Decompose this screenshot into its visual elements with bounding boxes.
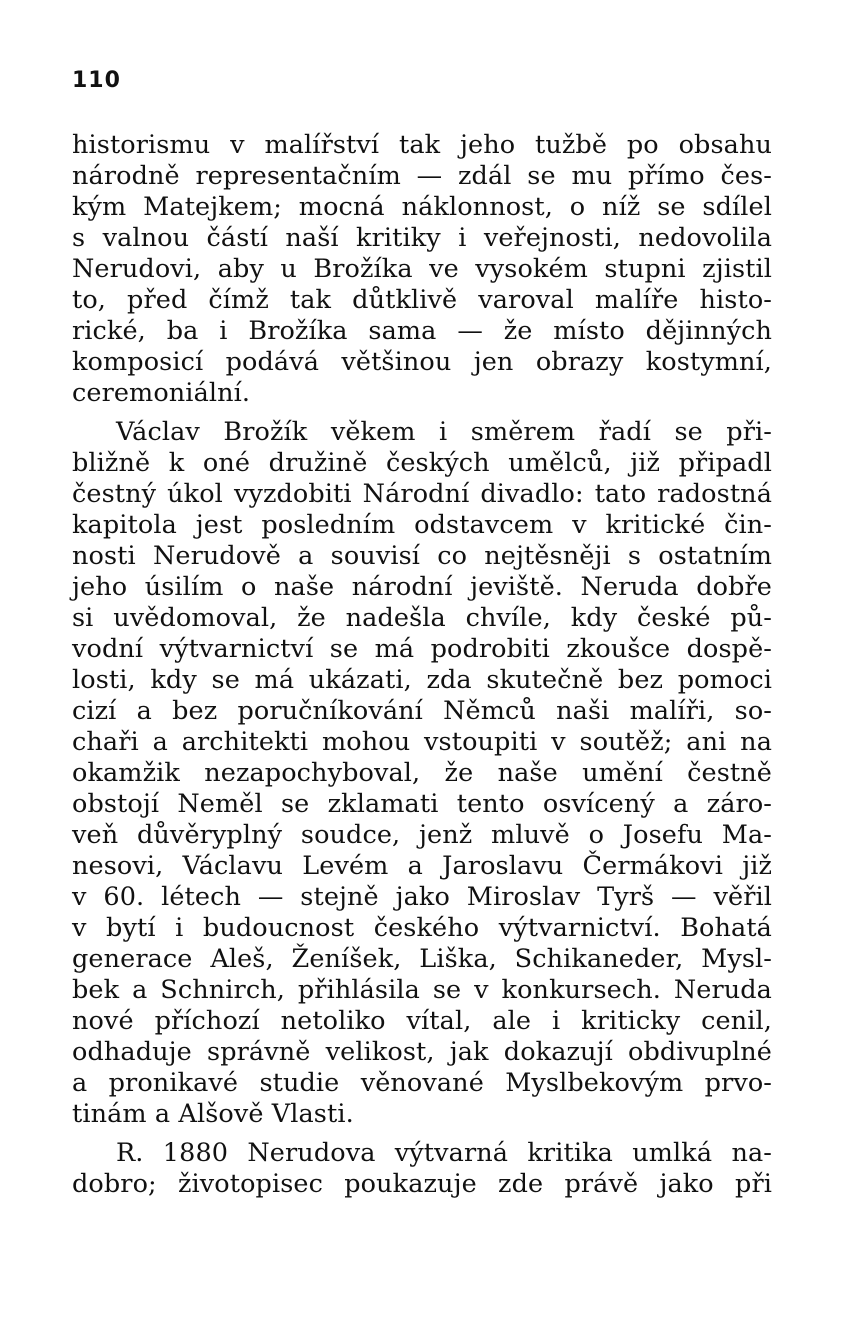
text-line: rické, ba i Brožíka sama — že místo dějinných <box>72 316 772 346</box>
text-line: veň důvěryplný soudce, jenž mluvě o Josefu Ma- <box>72 820 772 850</box>
paragraph-1 <box>72 130 772 409</box>
text-line: odhaduje správně velikost, jak dokazují obdivuplné <box>72 1037 772 1067</box>
text-line: komposicí podává většinou jen obrazy kostymní, <box>72 347 772 377</box>
text-line: generace Aleš, Ženíšek, Liška, Schikaneder, Mysl- <box>72 944 772 974</box>
text-line: historismu v malířství tak jeho tužbě po obsahu <box>72 130 772 160</box>
text-line: národně representačním — zdál se mu přímo čes- <box>72 161 772 191</box>
page-number: 110 <box>72 68 121 93</box>
text-line: R. 1880 Nerudova výtvarná kritika umlká na- <box>116 1138 772 1168</box>
text-line: v bytí i budoucnost českého výtvarnictví. Bohatá <box>72 913 772 943</box>
text-line: si uvědomoval, že nadešla chvíle, kdy české pů- <box>72 603 772 633</box>
text-line: to, před čímž tak důtklivě varoval malíře histo- <box>72 285 772 315</box>
text-line: nové příchozí netoliko vítal, ale i kriticky cenil, <box>72 1006 772 1036</box>
body-text <box>72 130 772 1200</box>
text-line: ceremoniální. <box>72 378 251 408</box>
paragraph-3 <box>72 1138 772 1200</box>
text-line: vodní výtvarnictví se má podrobiti zkoušce dospě- <box>72 634 772 664</box>
text-line: okamžik nezapochyboval, že naše umění čestně <box>72 758 772 788</box>
text-line: čestný úkol vyzdobiti Národní divadlo: tato radostná <box>72 479 772 509</box>
text-line: losti, kdy se má ukázati, zda skutečně bez pomoci <box>72 665 772 695</box>
text-line: a pronikavé studie věnované Myslbekovým prvo- <box>72 1068 772 1098</box>
text-line: bek a Schnirch, přihlásila se v konkursech. Neruda <box>72 975 772 1005</box>
text-line: v 60. létech — stejně jako Miroslav Tyrš — věřil <box>72 882 772 912</box>
text-line: jeho úsilím o naše národní jeviště. Neruda dobře <box>72 572 772 602</box>
text-line: nosti Nerudově a souvisí co nejtěsněji s ostatním <box>72 541 772 571</box>
text-line: kým Matejkem; mocná náklonnost, o níž se sdílel <box>72 192 772 222</box>
text-line: chaři a architekti mohou vstoupiti v soutěž; ani na <box>72 727 772 757</box>
text-line: kapitola jest posledním odstavcem v kritické čin- <box>72 510 772 540</box>
text-line: s valnou částí naší kritiky i veřejnosti, nedovolila <box>72 223 772 253</box>
paragraph-gap <box>72 409 772 417</box>
paragraph-2 <box>72 417 772 1130</box>
text-line: cizí a bez poručníkování Němců naši malíři, so- <box>72 696 772 726</box>
text-line: tinám a Alšově Vlasti. <box>72 1099 354 1129</box>
text-line: obstojí Neměl se zklamati tento osvícený a záro- <box>72 789 772 819</box>
text-line: bližně k oné družině českých umělců, již připadl <box>72 448 772 478</box>
text-line: dobro; životopisec poukazuje zde právě jako při <box>72 1169 772 1199</box>
paragraph-gap <box>72 1130 772 1138</box>
text-line: nesovi, Václavu Levém a Jaroslavu Čermákovi již <box>72 851 772 881</box>
text-line: Nerudovi, aby u Brožíka ve vysokém stupni zjistil <box>72 254 772 284</box>
text-line: Václav Brožík věkem i směrem řadí se při- <box>116 417 772 447</box>
